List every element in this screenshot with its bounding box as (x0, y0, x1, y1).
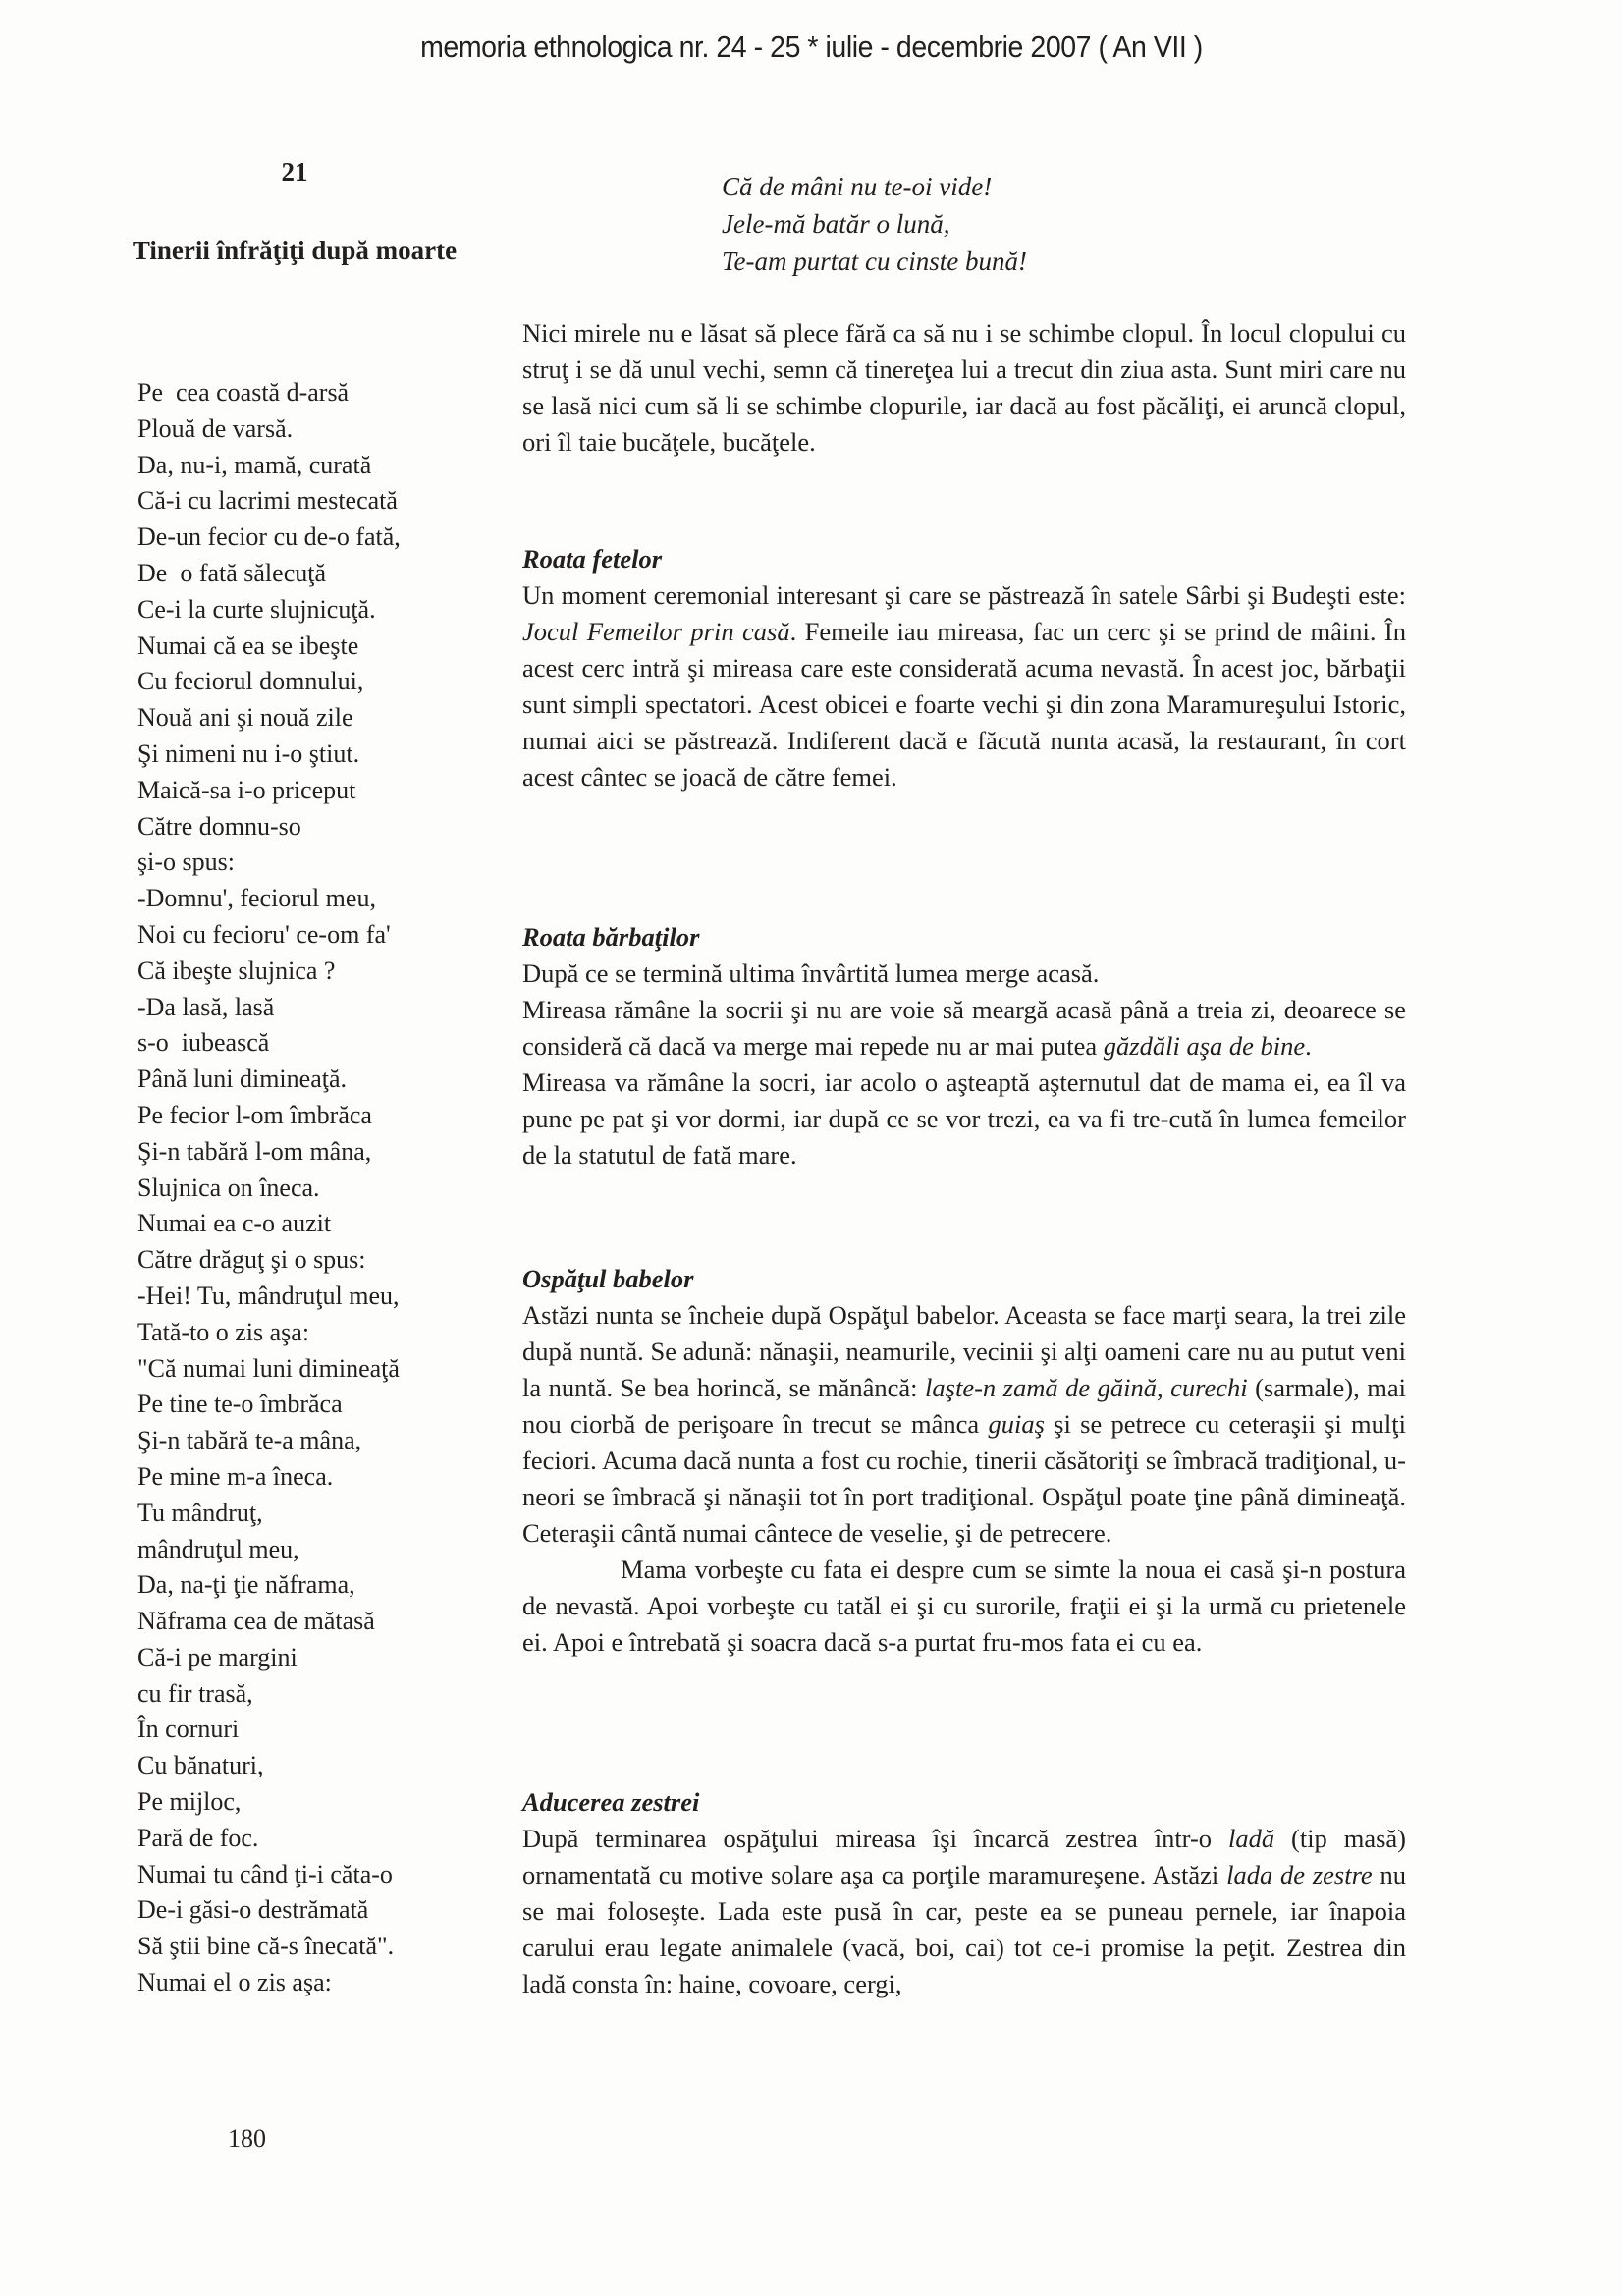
poem-line: Pară de foc. (137, 1823, 259, 1852)
poem-line: şi-o spus: (137, 847, 235, 877)
poem-line: -Da lasă, lasă (137, 992, 275, 1021)
poem-body (137, 375, 511, 2001)
poem-line: Tată-to o zis aşa: (137, 1317, 310, 1346)
poem-line: Să ştii bine că-s înecată". (137, 1932, 395, 1961)
poem-line: Slujnica on îneca. (137, 1173, 320, 1202)
poem-line: Către drăguţ şi o spus: (137, 1245, 366, 1275)
section-aducerea-zestrei: Aducerea zestrei După terminarea ospăţului mireasa îşi încarcă zestrea într-o ladă (tip masă) ornamentată cu motive solare aşa ca porţile maramureşene. Astăzi lada de zestre nu se mai foloseşte. Lada este pusă în car, peste ea se puneau pernele, iar înapoia carului erau legate animalele (vacă, boi, cai) tot ce-i promise la peţit. Zestrea din ladă consta în: haine, covoare, cergi, (522, 1784, 1406, 2002)
section-heading: Ospăţul babelor (522, 1264, 694, 1293)
section-roata-fetelor: Roata fetelor Un moment ceremonial interesant şi care se păstrează în satele Sârbi şi Budeşti este: Jocul Femeilor prin casă. Femeile iau mireasa, fac un cerc şi se prind de mâini. În acest cerc intră şi mireasa care este considerată acuma nevastă. În acest joc, bărbaţii sunt simpli spectatori. Acest obicei e foarte vechi şi din zona Maramureşului Istoric, numai aici se păstrează. Indiferent dacă e făcută nunta acasă, la restaurant, în cort acest cântec se joacă de către femei. (522, 541, 1406, 795)
poem-line: De-i găsi-o destrămată (137, 1895, 369, 1925)
poem-line: Că ibeşte slujnica ? (137, 956, 336, 985)
poem-line: Da, nu-i, mamă, curată (137, 450, 372, 479)
section-heading: Roata bărbaţilor (522, 922, 700, 952)
poem-line: Numai tu când ţi-i căta-o (137, 1859, 393, 1888)
poem-line: cu fir trasă, (137, 1678, 253, 1708)
section-heading: Roata fetelor (522, 544, 663, 574)
verse-line: Că de mâni nu te-oi vide! (722, 172, 993, 201)
poem-line: Maică-sa i-o priceput (137, 775, 356, 804)
poem-line: Cu feciorul domnului, (137, 667, 364, 696)
poem-line: Năframa cea de mătasă (137, 1607, 375, 1636)
poem-line: Noi cu fecioru' ce-om fa' (137, 919, 391, 949)
verse-line: Jele-mă batăr o lună, (722, 209, 950, 239)
poem-line: Că-i pe margini (137, 1642, 298, 1671)
poem-line: Numai că ea se ibeşte (137, 630, 359, 660)
poem-line: De o fată sălecuţă (137, 558, 327, 587)
poem-number: 21 (281, 157, 308, 187)
poem-line: Pe fecior l-om îmbrăca (137, 1100, 372, 1129)
poem-line: Că-i cu lacrimi mestecată (137, 486, 398, 516)
poem-line: Până luni dimineaţă. (137, 1065, 348, 1094)
poem-line: "Că numai luni dimineaţă (137, 1353, 400, 1383)
poem-line: Tu mândruţ, (137, 1498, 263, 1527)
poem-line: Nouă ani şi nouă zile (137, 703, 353, 733)
page-number: 180 (228, 2124, 266, 2153)
verse-line: Te-am purtat cu cinste bună! (722, 246, 1027, 276)
poem-line: Numai ea c-o auzit (137, 1209, 332, 1238)
verse-block (722, 168, 1027, 280)
poem-line: -Domnu', feciorul meu, (137, 884, 376, 913)
poem-line: Pe tine te-o îmbrăca (137, 1390, 343, 1419)
poem-line: Pe mine m-a îneca. (137, 1461, 334, 1491)
poem-line: Ce-i la curte slujnicuţă. (137, 594, 376, 624)
section-heading: Aducerea zestrei (522, 1787, 700, 1817)
poem-title: Tinerii înfrăţiţi după moarte (132, 236, 458, 265)
poem-line: Cu bănaturi, (137, 1751, 264, 1780)
poem-line: De-un fecior cu de-o fată, (137, 522, 401, 552)
poem-line: s-o iubească (137, 1028, 270, 1058)
poem-line: Şi-n tabără te-a mâna, (137, 1426, 362, 1455)
poem-line: -Hei! Tu, mândruţul meu, (137, 1281, 400, 1310)
poem-line: Pe mijloc, (137, 1787, 242, 1817)
poem-line: Şi nimeni nu i-o ştiut. (137, 738, 360, 768)
poem-line: Plouă de varsă. (137, 413, 294, 443)
intro-paragraph: Nici mirele nu e lăsat să plece fără ca să nu i se schimbe clopul. În locul clopului cu struţ i se dă unul vechi, semn că tinereţea lui a trecut din ziua asta. Sunt miri care nu se lasă nici cum să li se schimbe clopurile, iar dacă au fost păcăliţi, ei aruncă clopul, ori îl taie bucăţele, bucăţele. (522, 318, 1406, 457)
poem-line: Către domnu-so (137, 811, 301, 841)
poem-line: Şi-n tabără l-om mâna, (137, 1136, 372, 1166)
poem-line: Da, na-ţi ţie năframa, (137, 1570, 355, 1600)
poem-line: Numai el o zis aşa: (137, 1968, 332, 1997)
poem-line: În cornuri (137, 1715, 240, 1744)
journal-header: memoria ethnologica nr. 24 - 25 * iulie - decembrie 2007 ( An VII ) (420, 29, 1203, 64)
section-ospatul-babelor: Ospăţul babelor Astăzi nunta se încheie după Ospăţul babelor. Aceasta se face marţi seara, la trei zile după nuntă. Se adună: nănaşii, neamurile, vecinii şi alţi oameni care nu au putut veni la nuntă. Se bea horincă, se mănâncă: laşte-n zamă de găină, curechi (sarmale), mai nou ciorbă de perişoare în trecut se mânca guiaş şi se petrece cu ceteraşii şi mulţi feciori. Acuma dacă nunta a fost cu rochie, tinerii căsătoriţi se îmbracă tradiţional, u-neori se îmbracă şi nănaşii tot în port tradiţional. Ospăţul poate ţine până dimineaţă. Ceteraşii cântă numai cântece de veselie, şi de petrecere. Mama vorbeşte cu fata ei despre cum se simte la noua ei casă şi-n postura de nevastă. Apoi vorbeşte cu tatăl ei şi cu surorile, fraţii ei şi la urmă cu prietenele ei. Apoi e întrebată şi soacra dacă s-a purtat fru-mos fata ei cu ea. (522, 1261, 1406, 1661)
poem-line: Pe cea coastă d-arsă (137, 378, 350, 407)
poem-line: mândruţul meu, (137, 1534, 299, 1563)
section-roata-barbatilor: Roata bărbaţilor După ce se termină ultima învârtită lumea merge acasă. Mireasa rămâne la socrii şi nu are voie să meargă acasă până a treia zi, deoarece se consideră că dacă va merge mai repede nu ar mai putea găzdăli aşa de bine. Mireasa va rămâne la socri, iar acolo o aşteaptă aşternutul dat de mama ei, ea îl va pune pe pat şi vor dormi, iar după ce se vor trezi, ea va fi tre-cută în lumea femeilor de la statutul de fată mare. (522, 919, 1406, 1174)
